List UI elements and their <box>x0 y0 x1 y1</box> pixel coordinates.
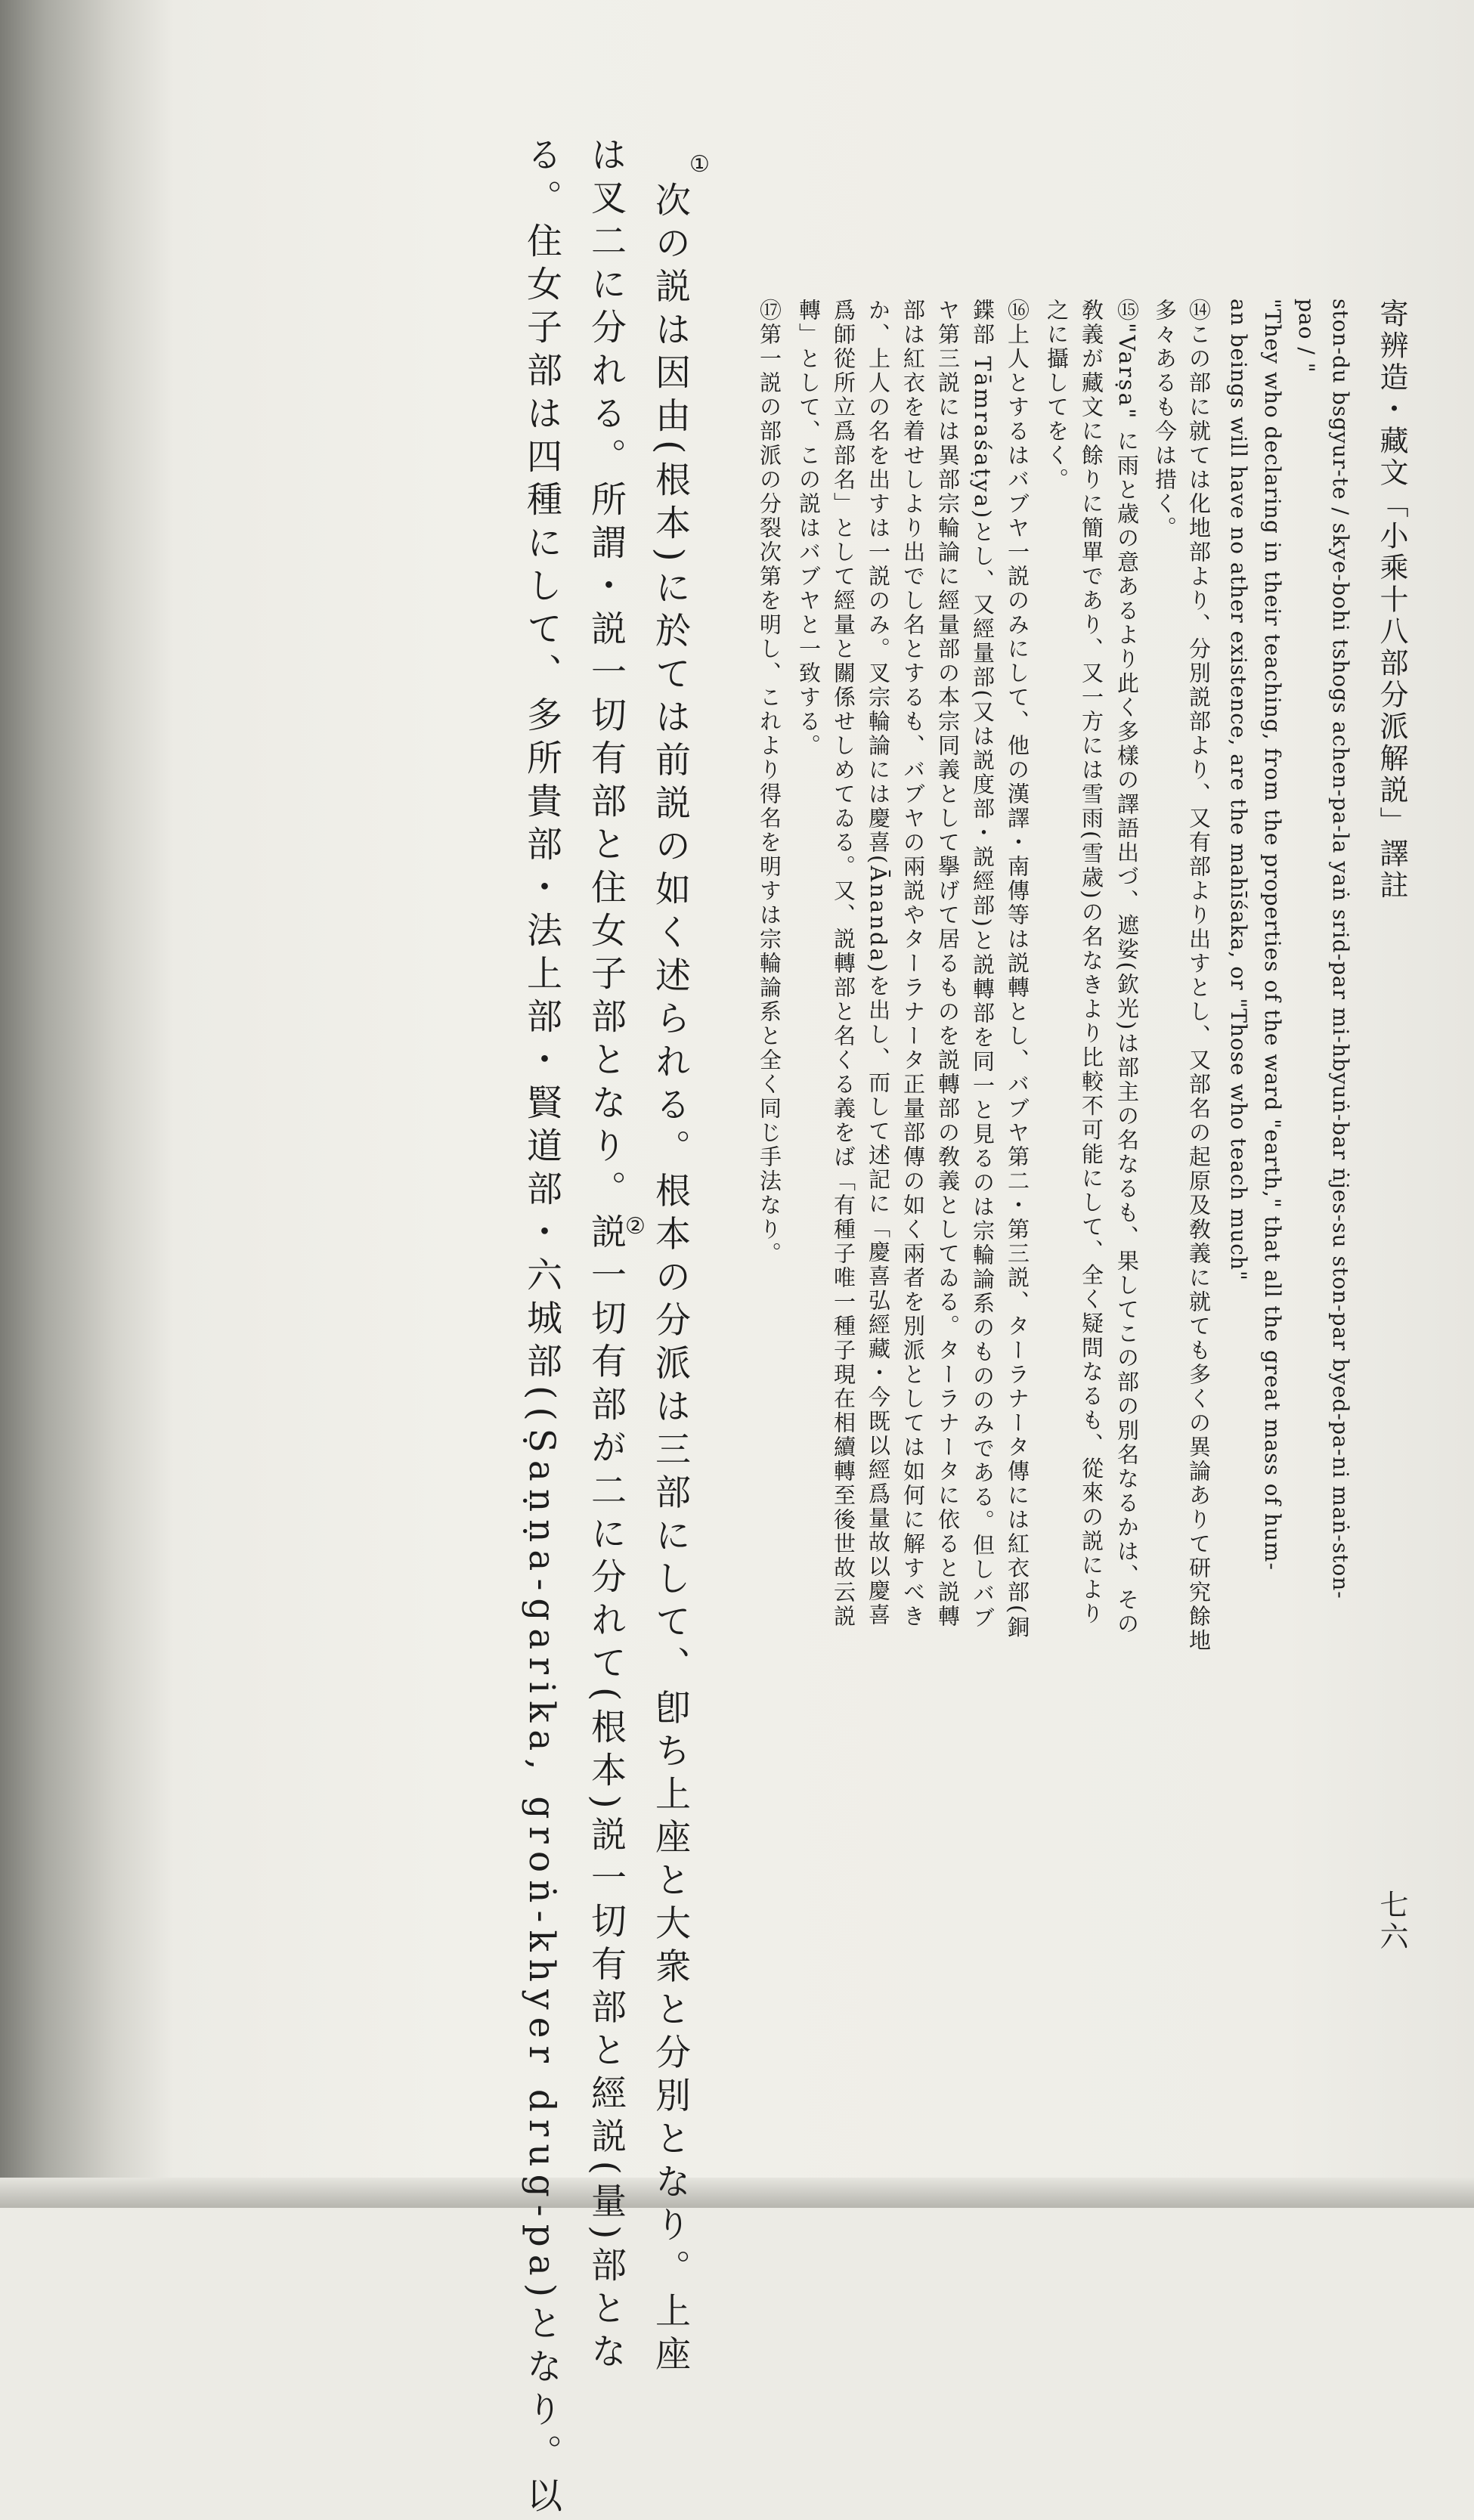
note-16-line-4: 部は紅衣を着せしより出でし名とするも、バブヤの兩説やターラナータ正量部傳の如く兩者を別派としては如何に解すべき <box>900 299 926 1629</box>
english-line-1: "They who declaring in their teaching, from the properties of the ward "earth," that all the great mass of hum- <box>1260 299 1285 1571</box>
body-line-3: る。住女子部は四種にして、多所貴部・法上部・賢道部・六城部((Ṣaṇṇa-garika, groṅ-khyer drug-pa)となり。以 <box>521 136 562 2520</box>
note-16-line-1: ⑯上人とするはバブヤ一説のみにして、他の漢譯・南傳等は説轉とし、バブヤ第二・第三説、ターラナータ傳には紅衣部(銅 <box>1005 299 1030 1640</box>
note-16-line-6: 爲師從所立爲部名」として經量と關係せしめてゐる。又、説轉部と名くる義をば「有種子唯一種子現在相續轉至後世故云説 <box>831 299 856 1629</box>
note-16-line-2: 鍱部 Tāmraśaṭya)とし、又經量部(又は説度部・説經部)と説轉部を同一と見るのは宗輪論系のもののみである。但しバブ <box>970 299 996 1630</box>
tibetan-line-1: ston-du bsgyur-te / skye-bohi tshogs achen-pa-la yaṅ srid-par mi-hbyuṅ-bar ṅjes-su ston-par byed-pa-ni maṅ-ston- <box>1328 299 1353 1599</box>
note-17-line-1: ⑰第一説の部派の分裂次第を明し、これより得名を明すは宗輪論系と全く同じ手法なり。 <box>757 299 782 1266</box>
note-marker-1: ① <box>686 151 713 178</box>
note-16-line-7: 轉」として、この説はバブヤと一致する。 <box>796 299 822 758</box>
note-15-line-3: 之に攝してをく。 <box>1044 299 1070 492</box>
english-line-2: an beings will have no ather existence, are the mahīśaka, or "Those who teach much" <box>1226 299 1251 1281</box>
note-15-line-1: ⑮"Varṣa" に雨と歳の意あるより此く多樣の譯語出づ、遮娑(欽光)は部主の名なるも、果してこの部の別名なるかは、その <box>1114 299 1140 1637</box>
page-number: 七六 <box>1375 1890 1408 1953</box>
note-14-line-2: 多々あるも今は措く。 <box>1152 299 1178 540</box>
running-head: 寄辨造・藏文「小乘十八部分派解説」譯註 <box>1375 299 1408 902</box>
note-14-line-1: ⑭この部に就ては化地部より、分別説部より、又有部より出すとし、又部名の起原及敎義に就ても多くの異論ありて研究餘地 <box>1186 299 1212 1653</box>
note-16-line-3: ヤ第三説には異部宗輪論に經量部の本宗同義として擧げて居るものを説轉部の敎義としてゐる。ターラナータに依ると説轉 <box>935 299 961 1629</box>
note-15-line-2: 敎義が藏文に餘りに簡單であり、又一方には雪雨(雪歳)の名なきより比較不可能にして、全く疑問なるも、從來の説により <box>1079 299 1104 1627</box>
tibetan-line-2: pao / " <box>1294 299 1319 373</box>
scan-edge <box>0 2178 1474 2208</box>
note-marker-2: ② <box>622 1213 649 1240</box>
body-line-2: は叉二に分れる。所謂・説一切有部と住女子部となり。説一切有部が二に分れて(根本)説一切有部と經説(量)部とな <box>585 136 627 2376</box>
body-line-1: 次の説は因由(根本)に於ては前説の如く述られる。根本の分派は三部にして、卽ち上座と大衆と分別となり。上座 <box>649 181 691 2379</box>
note-16-line-5: か、上人の名を出すは一説のみ。叉宗輪論には慶喜(Ānanda)を出し、而して述記に「慶喜弘經藏・今既以經爲量故以慶喜 <box>866 299 891 1628</box>
